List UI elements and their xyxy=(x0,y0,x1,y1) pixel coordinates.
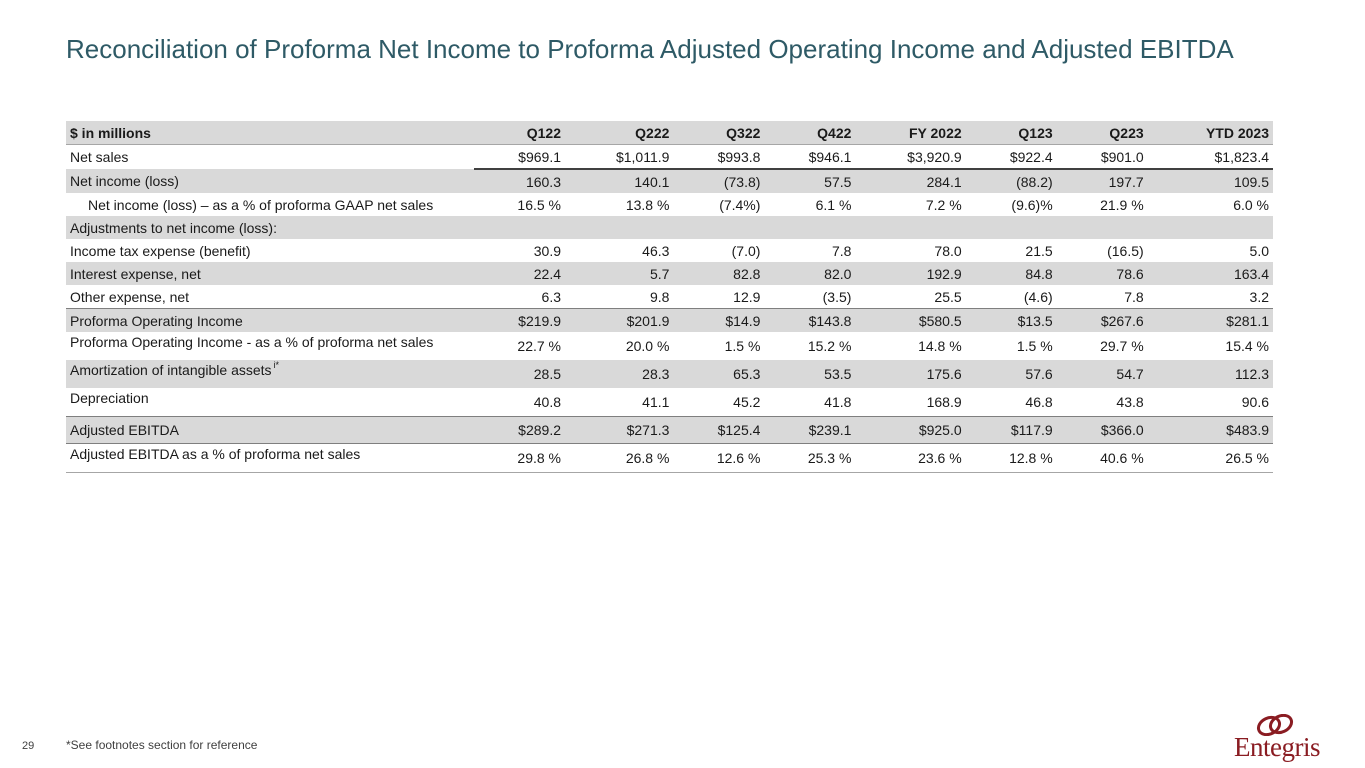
table-cell: 109.5 xyxy=(1148,169,1273,193)
table-cell: (7.0) xyxy=(731,242,761,259)
table-cell: 21.9 % xyxy=(1100,196,1144,213)
table-cell: (9.6)% xyxy=(1011,196,1053,213)
table-cell: $946.1 xyxy=(808,148,852,165)
reconciliation-table xyxy=(66,121,1273,473)
table-row xyxy=(66,169,1273,193)
table-cell: 16.5 % xyxy=(517,196,561,213)
table-cell: 7.8 xyxy=(831,242,852,259)
column-header: Q223 xyxy=(1057,121,1148,145)
table-cell: 13.8 % xyxy=(625,196,670,213)
table-row xyxy=(66,444,1273,473)
column-header: FY 2022 xyxy=(855,121,965,145)
page-title: Reconciliation of Proforma Net Income to Proforma Adjusted Operating Income and Adjusted EBITDA xyxy=(66,34,1234,64)
row-label xyxy=(66,360,474,388)
column-header: Q122 xyxy=(474,121,565,145)
row-label: Income tax expense (benefit) xyxy=(70,242,251,259)
table-cell: 14.8 % xyxy=(918,338,962,354)
table-cell: 5.0 xyxy=(1249,242,1269,259)
table-cell: 20.0 % xyxy=(625,338,670,354)
table-cell: 22.4 xyxy=(474,262,565,285)
table-cell: 1.5 % xyxy=(724,338,761,354)
table-cell: 57.6 xyxy=(966,360,1057,388)
table-cell: (7.4%) xyxy=(719,196,761,213)
table-cell: 12.6 % xyxy=(673,444,764,473)
table-cell: 46.3 xyxy=(642,242,670,259)
table-cell: 25.5 xyxy=(934,288,962,305)
table-cell: 140.1 xyxy=(565,169,673,193)
table-row xyxy=(66,417,1273,444)
table-cell: 25.3 % xyxy=(764,444,855,473)
table-cell: 46.8 xyxy=(1025,394,1053,410)
table-cell: 78.0 xyxy=(934,242,962,259)
table-cell: $271.3 xyxy=(565,417,673,444)
table-cell: 40.8 xyxy=(533,394,561,410)
table-cell: 9.8 xyxy=(649,288,670,305)
table-cell: 15.4 % xyxy=(1225,338,1269,354)
column-header: Q322 xyxy=(673,121,764,145)
table-cell: 53.5 xyxy=(764,360,855,388)
table-cell: 197.7 xyxy=(1057,169,1148,193)
table-cell: $281.1 xyxy=(1148,309,1273,333)
table-row xyxy=(66,216,1273,239)
footnote-text: *See footnotes section for reference xyxy=(66,738,258,752)
table-row xyxy=(66,332,1273,360)
table-cell: 40.6 % xyxy=(1057,444,1148,473)
table-cell: $1,011.9 xyxy=(615,148,670,165)
table-cell: $289.2 xyxy=(474,417,565,444)
table-cell: 284.1 xyxy=(855,169,965,193)
table-cell: $13.5 xyxy=(966,309,1057,333)
table-header-row xyxy=(66,121,1273,145)
table-cell: 26.8 % xyxy=(565,444,673,473)
table-row xyxy=(66,145,1273,170)
table-cell: 7.2 % xyxy=(925,196,962,213)
row-label: Interest expense, net xyxy=(66,262,474,285)
table-cell: 1.5 % xyxy=(1016,338,1053,354)
table-cell: 22.7 % xyxy=(517,338,561,354)
entegris-logo xyxy=(1234,716,1344,762)
table-cell: $117.9 xyxy=(966,417,1057,444)
table-cell: 23.6 % xyxy=(855,444,965,473)
table-cell: $239.1 xyxy=(764,417,855,444)
row-label: Depreciation xyxy=(70,390,149,406)
table-cell: 5.7 xyxy=(565,262,673,285)
table-cell: $125.4 xyxy=(673,417,764,444)
table-cell: 54.7 xyxy=(1057,360,1148,388)
table-row xyxy=(66,239,1273,262)
table-row xyxy=(66,309,1273,333)
table-cell: 192.9 xyxy=(855,262,965,285)
header-label: $ in millions xyxy=(66,121,474,145)
table-cell: 78.6 xyxy=(1057,262,1148,285)
table-cell: 84.8 xyxy=(966,262,1057,285)
table-cell: 7.8 xyxy=(1124,288,1144,305)
table-cell: $922.4 xyxy=(1009,148,1053,165)
row-label: Net income (loss) – as a % of proforma GAAP net sales xyxy=(88,196,434,213)
table-row xyxy=(66,262,1273,285)
row-label: Proforma Operating Income - as a % of proforma net sales xyxy=(70,334,434,350)
table-cell: 3.2 xyxy=(1249,288,1269,305)
column-header: Q123 xyxy=(966,121,1057,145)
table-cell: $925.0 xyxy=(855,417,965,444)
table-cell: 21.5 xyxy=(1025,242,1053,259)
table-cell: 12.9 xyxy=(733,288,761,305)
row-label: Proforma Operating Income xyxy=(66,309,474,333)
table-cell: 82.0 xyxy=(764,262,855,285)
table-row xyxy=(66,285,1273,309)
table-cell: 12.8 % xyxy=(966,444,1057,473)
row-label: Adjustments to net income (loss): xyxy=(66,216,474,239)
table-cell: 41.1 xyxy=(642,394,670,410)
table-cell: 82.8 xyxy=(673,262,764,285)
table-cell: 26.5 % xyxy=(1148,444,1273,473)
footnote-marker: i* xyxy=(273,360,280,370)
table-row xyxy=(66,193,1273,216)
table-cell: $483.9 xyxy=(1148,417,1273,444)
row-label: Adjusted EBITDA as a % of proforma net sales xyxy=(66,444,474,473)
table-cell: $143.8 xyxy=(764,309,855,333)
column-header: Q422 xyxy=(764,121,855,145)
table-cell: $1,823.4 xyxy=(1214,148,1269,165)
logo-text: Entegris xyxy=(1234,732,1320,762)
table-cell: 90.6 xyxy=(1241,394,1269,410)
table-cell: $219.9 xyxy=(474,309,565,333)
table-cell: (16.5) xyxy=(1107,242,1144,259)
table-cell: 65.3 xyxy=(673,360,764,388)
table-row xyxy=(66,360,1273,388)
page-number: 29 xyxy=(22,740,35,752)
table-cell: 112.3 xyxy=(1148,360,1273,388)
table-cell: 45.2 xyxy=(733,394,761,410)
row-label-text: Amortization of intangible assets xyxy=(70,362,272,378)
row-label: Other expense, net xyxy=(70,288,190,305)
table-cell: 41.8 xyxy=(824,394,852,410)
column-header: YTD 2023 xyxy=(1148,121,1273,145)
table-cell: 168.9 xyxy=(926,394,962,410)
table-cell: 6.1 % xyxy=(815,196,852,213)
table-cell: 29.8 % xyxy=(474,444,565,473)
table-cell: 160.3 xyxy=(474,169,565,193)
table-cell: $366.0 xyxy=(1057,417,1148,444)
table-cell: $901.0 xyxy=(1100,148,1144,165)
column-header: Q222 xyxy=(565,121,673,145)
table-cell: $3,920.9 xyxy=(907,148,962,165)
table-cell: 175.6 xyxy=(855,360,965,388)
row-label: Net sales xyxy=(70,149,129,165)
table-cell: 15.2 % xyxy=(807,338,852,354)
table-cell: 163.4 xyxy=(1148,262,1273,285)
table-cell: 6.3 xyxy=(541,288,561,305)
table-cell: 43.8 xyxy=(1116,394,1144,410)
table-cell: 6.0 % xyxy=(1233,196,1269,213)
table-row xyxy=(66,388,1273,417)
row-label: Adjusted EBITDA xyxy=(66,417,474,444)
table-cell: 57.5 xyxy=(764,169,855,193)
table-cell: 29.7 % xyxy=(1100,338,1144,354)
table-cell: $969.1 xyxy=(518,148,561,165)
table-cell: 30.9 xyxy=(533,242,561,259)
table-cell: $267.6 xyxy=(1057,309,1148,333)
table-cell: $14.9 xyxy=(673,309,764,333)
table-cell: $993.8 xyxy=(717,148,761,165)
table-cell: 28.5 xyxy=(474,360,565,388)
table-cell: (88.2) xyxy=(966,169,1057,193)
table-cell: 28.3 xyxy=(565,360,673,388)
table-cell: (73.8) xyxy=(673,169,764,193)
row-label: Net income (loss) xyxy=(66,169,474,193)
table-cell: (4.6) xyxy=(1023,288,1053,305)
table-cell: $580.5 xyxy=(855,309,965,333)
table-cell: (3.5) xyxy=(822,288,852,305)
table-cell: $201.9 xyxy=(565,309,673,333)
